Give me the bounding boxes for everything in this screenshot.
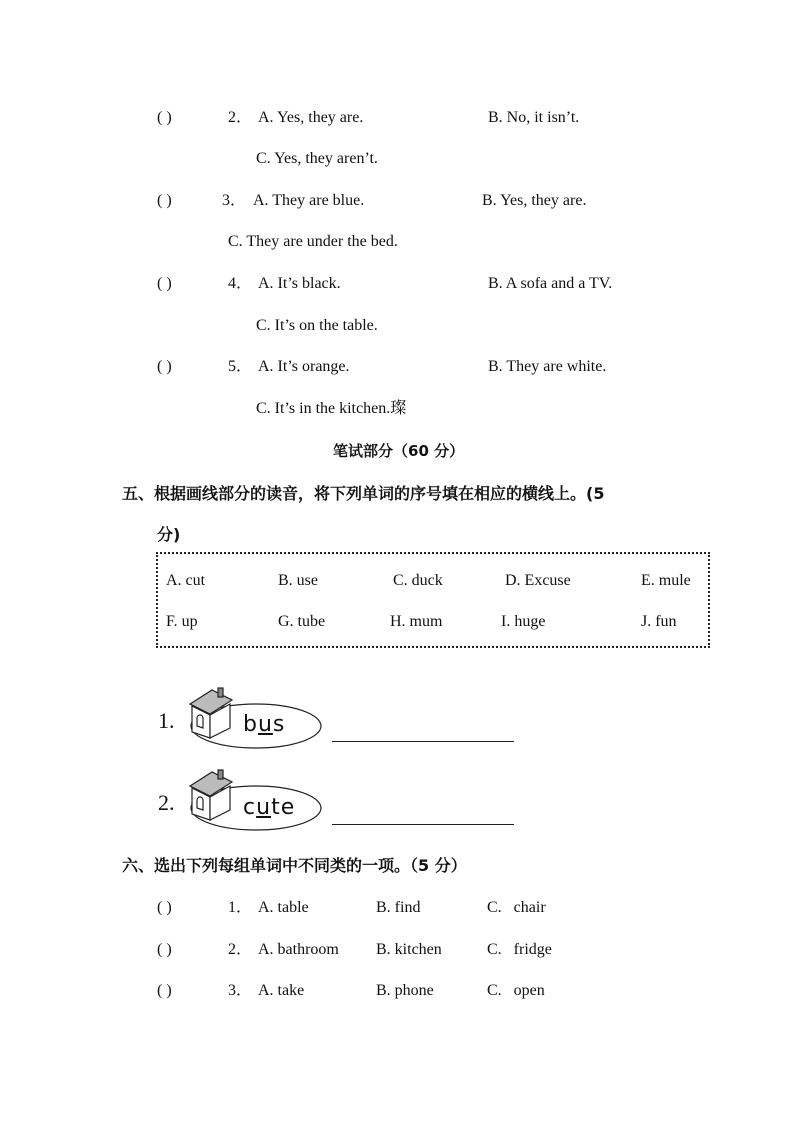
item-number: 2.	[158, 790, 175, 815]
word-start: b	[243, 712, 258, 737]
word-option: C. duck	[393, 572, 443, 589]
phonics-word	[243, 712, 285, 737]
option-a: A. Yes, they are.	[258, 109, 364, 126]
answer-paren[interactable]: ( )	[157, 275, 172, 292]
option-c: C. Yes, they aren’t.	[256, 150, 378, 167]
question-number: 3．	[222, 192, 247, 209]
option-c: C. fridge	[487, 941, 552, 958]
option-a: A. It’s black.	[258, 275, 341, 292]
answer-paren[interactable]: ( )	[157, 899, 172, 916]
phonics-word	[243, 795, 295, 820]
option-b: B. They are white.	[488, 358, 607, 375]
option-b: B. Yes, they are.	[482, 192, 587, 209]
answer-paren[interactable]: ( )	[157, 358, 172, 375]
answer-line[interactable]	[332, 741, 514, 742]
option-a: A. table	[258, 899, 309, 916]
word-option: I. huge	[501, 613, 546, 630]
word-option: A. cut	[166, 572, 206, 589]
question-number: 5．	[228, 358, 253, 375]
option-c: C. It’s in the kitchen.璨	[256, 400, 407, 417]
question-number: 1．	[228, 899, 253, 916]
section6-heading: 六、选出下列每组单词中不同类的一项。（5 分）	[122, 856, 467, 875]
answer-paren[interactable]: ( )	[157, 109, 172, 126]
word-bank-box	[156, 552, 710, 648]
word-option: H. mum	[390, 613, 443, 630]
written-part-title: 笔试部分（60 分）	[333, 442, 465, 460]
question-number: 4．	[228, 275, 253, 292]
word-option: F. up	[166, 613, 198, 630]
question-number: 2．	[228, 941, 253, 958]
underlined-letter: u	[257, 712, 273, 737]
option-b: B. phone	[376, 982, 434, 999]
word-option: E. mule	[641, 572, 691, 589]
option-a: A. bathroom	[258, 941, 339, 958]
word-option: D. Excuse	[505, 572, 571, 589]
house-icon	[190, 688, 232, 738]
option-b: B. kitchen	[376, 941, 442, 958]
option-b: B. A sofa and a TV.	[488, 275, 613, 292]
word-option: J. fun	[641, 613, 677, 630]
word-option: B. use	[278, 572, 318, 589]
question-number: 2．	[228, 109, 253, 126]
underlined-letter: u	[256, 795, 272, 820]
word-option: G. tube	[278, 613, 326, 630]
option-c: C. It’s on the table.	[256, 317, 378, 334]
option-c: C. They are under the bed.	[228, 233, 398, 250]
word-start: c	[243, 795, 257, 820]
option-a: A. It’s orange.	[258, 358, 350, 375]
word-end: s	[272, 712, 286, 737]
option-a: A. take	[258, 982, 305, 999]
word-end: te	[271, 795, 296, 820]
option-c: C. open	[487, 982, 545, 999]
question-number: 3．	[228, 982, 253, 999]
option-b: B. find	[376, 899, 421, 916]
answer-paren[interactable]: ( )	[157, 192, 172, 209]
option-b: B. No, it isn’t.	[488, 109, 580, 126]
item-number: 1.	[158, 708, 175, 733]
house-icon	[190, 770, 232, 820]
section5-heading-cont: 分)	[157, 525, 181, 544]
answer-paren[interactable]: ( )	[157, 941, 172, 958]
option-c: C. chair	[487, 899, 546, 916]
answer-paren[interactable]: ( )	[157, 982, 172, 999]
section5-heading: 五、根据画线部分的读音，将下列单词的序号填在相应的横线上。(5	[122, 484, 605, 503]
option-a: A. They are blue.	[253, 192, 365, 209]
answer-line[interactable]	[332, 824, 514, 825]
